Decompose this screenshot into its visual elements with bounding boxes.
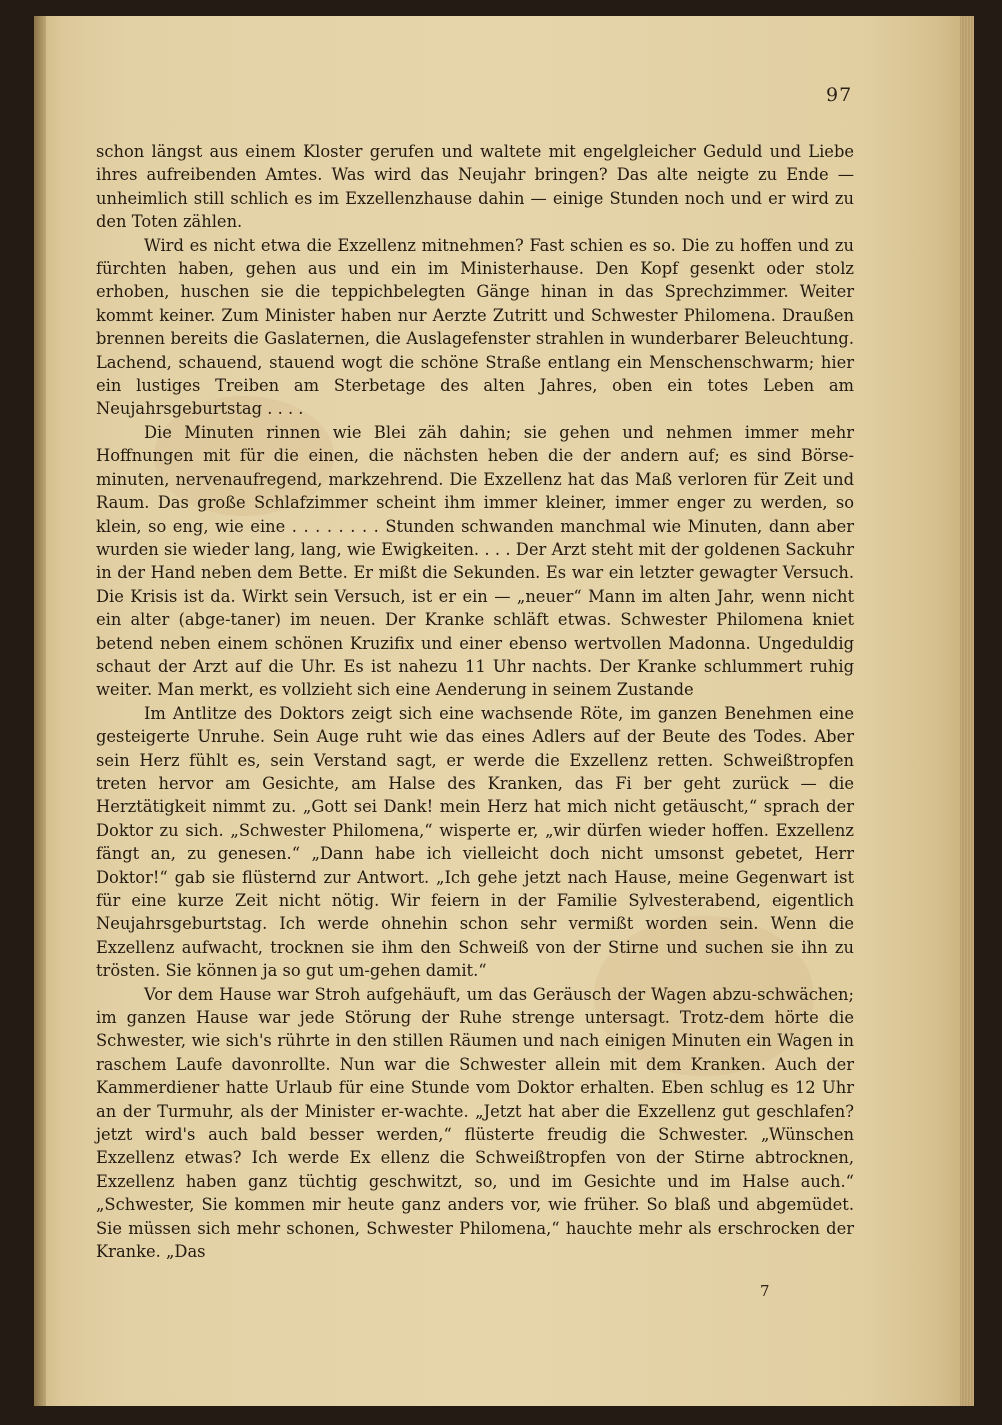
paragraph-text: Im Antlitze des Doktors zeigt sich eine wachsende Röte, im ganzen Benehmen eine gesteigerte Unruhe. Sein Auge ruht wie das eines Adlers auf der Beute des Todes. Aber sein Herz fühlt es, sein Verstand sagt, er werde die Exzellenz retten. Schweißtropfen treten hervor am Gesichte, am Halse des Kranken, das Fi ber geht zurück — die Herztätigkeit nimmt zu. „Gott sei Dank! mein Herz hat mich nicht getäuscht,“ sprach der Doktor zu sich. „Schwester Philomena,“ wisperte er, „wir dürfen wieder hoffen. Exzellenz fängt an, zu genesen.“ „Dann habe ich vielleicht doch nicht umsonst gebetet, Herr Doktor!“ gab sie flüsternd zur Antwort. „Ich gehe jetzt nach Hause, meine Gegenwart ist für eine kurze Zeit nicht nötig. Wir feiern in der Familie Sylvesterabend, eigentlich Neujahrsgeburtstag. Ich werde ohnehin schon sehr vermißt worden sein. Wenn die Exzellenz aufwacht, trocknen sie ihm den Schweiß von der Stirne und suchen sie ihn zu trösten. Sie können ja so gut um-gehen damit.“	[96, 703, 854, 981]
paragraph-text: Vor dem Hause war Stroh aufgehäuft, um das Geräusch der Wagen abzu-schwächen; im ganzen Hause war jede Störung der Ruhe strenge untersagt. Trotz-dem hörte die Schwester, wie sich's rührte in den stillen Räumen und nach einigen Minuten ein Wagen in raschem Laufe davonrollte. Nun war die Schwester allein mit dem Kranken. Auch der Kammerdiener hatte Urlaub für eine Stunde vom Doktor erhalten. Eben schlug es 12 Uhr an der Turmuhr, als der Minister er-wachte. „Jetzt hat aber die Exzellenz gut geschlafen? jetzt wird's auch bald besser werden,“ flüsterte freudig die Schwester. „Wünschen Exzellenz etwas? Ich werde Ex ellenz die Schweißtropfen von der Stirne abtrocknen, Exzellenz haben ganz tüchtig geschwitzt, so, und im Gesichte und im Halse auch.“ „Schwester, Sie kommen mir heute ganz anders vor, wie früher. So blaß und abgemüdet. Sie müssen sich mehr schonen, Schwester Philomena,“ hauchte mehr als erschrocken der Kranke. „Das	[96, 984, 854, 1262]
paragraph-text: schon längst aus einem Kloster gerufen und waltete mit engelgleicher Geduld und Liebe ihres aufreibenden Amtes. Was wird das Neujahr bringen? Das alte neigte zu Ende — unheimlich still schlich es im Exzellenzhause dahin — einige Stunden noch und er wird zu den Toten zählen.	[96, 142, 854, 232]
paragraph	[96, 983, 854, 1264]
body-text	[96, 140, 854, 1264]
paragraph	[96, 234, 854, 421]
page-edge	[960, 16, 974, 1406]
signature-mark: 7	[760, 1282, 770, 1300]
paragraph-text: Die Minuten rinnen wie Blei zäh dahin; sie gehen und nehmen immer mehr Hoffnungen mit für die einen, die nächsten heben die der andern auf; es sind Börse-minuten, nervenaufregend, markzehrend. Die Exzellenz hat das Maß verloren für Zeit und Raum. Das große Schlafzimmer scheint ihm immer kleiner, immer enger zu werden, so klein, so eng, wie eine . . . . . . . . Stunden schwanden manchmal wie Minuten, dann aber wurden sie wieder lang, lang, wie Ewigkeiten. . . . Der Arzt steht mit der goldenen Sackuhr in der Hand neben dem Bette. Er mißt die Sekunden. Es war ein letzter gewagter Versuch. Die Krisis ist da. Wirkt sein Versuch, ist er ein — „neuer“ Mann im alten Jahr, wenn nicht ein alter (abge-taner) im neuen. Der Kranke schläft etwas. Schwester Philomena kniet betend neben einem schönen Kruzifix und einer ebenso wertvollen Madonna. Ungeduldig schaut der Arzt auf die Uhr. Es ist nahezu 11 Uhr nachts. Der Kranke schlummert ruhig weiter. Man merkt, es vollzieht sich eine Aenderung in seinem Zustande	[96, 422, 854, 700]
paragraph	[96, 702, 854, 983]
page-gutter	[34, 16, 46, 1406]
paragraph	[96, 421, 854, 702]
paragraph-text: Wird es nicht etwa die Exzellenz mitnehmen? Fast schien es so. Die zu hoffen und zu fürchten haben, gehen aus und ein im Ministerhause. Den Kopf gesenkt oder stolz erhoben, huschen sie die teppichbelegten Gänge hinan in das Sprechzimmer. Weiter kommt keiner. Zum Minister haben nur Aerzte Zutritt und Schwester Philomena. Draußen brennen bereits die Gaslaternen, die Auslagefenster strahlen in wunderbarer Beleuchtung. Lachend, schauend, stauend wogt die schöne Straße entlang ein Menschenschwarm; hier ein lustiges Treiben am Sterbetage des alten Jahres, oben ein totes Leben am Neujahrsgeburtstag . . . .	[96, 235, 854, 419]
paragraph	[96, 140, 854, 234]
page-number: 97	[826, 84, 853, 106]
